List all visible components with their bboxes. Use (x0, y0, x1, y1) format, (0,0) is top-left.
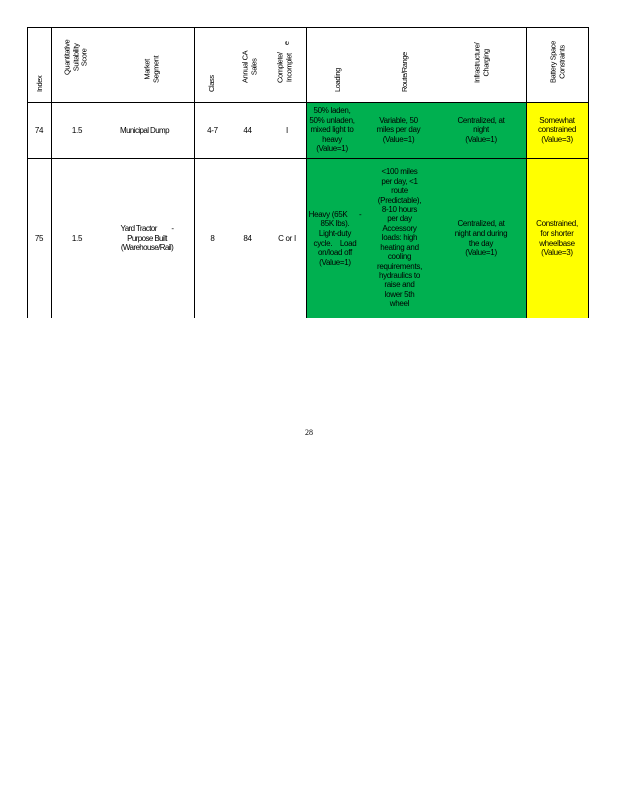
complete-cell: I (286, 125, 288, 135)
header-class (197, 28, 227, 102)
header-score (61, 28, 91, 102)
segment-cell: Municipal Dump (120, 125, 169, 135)
class-cell: 4-7 (207, 125, 218, 135)
header-label: Infrastructure/ Charging (472, 42, 490, 83)
page-number: 28 (305, 428, 313, 437)
header-label: Quantitative Suitability Score (62, 39, 89, 75)
infrastructure-text: Centralized, at night and during the day (Value=1) (454, 219, 508, 258)
header-label: Loading (332, 67, 342, 92)
header-battery (538, 28, 578, 102)
header-label: Index (34, 75, 44, 92)
column-divider (51, 27, 52, 318)
loading-text: 50% laden, 50% unladen, mixed light to heavy (Value=1) (309, 106, 355, 154)
header-sales (233, 28, 267, 102)
header-label: Market Segment (142, 55, 160, 83)
header-label: Annual CA Sales (240, 50, 258, 83)
class-cell: 8 (210, 233, 215, 243)
header-complete-extra: e (283, 41, 291, 45)
route-text: Variable, 50 miles per day (Value=1) (376, 115, 421, 144)
right-border (588, 27, 589, 318)
index-cell: 74 (34, 125, 44, 135)
header-loading (323, 28, 353, 102)
header-label: Class (206, 74, 216, 92)
complete-cell: C or I (278, 233, 296, 243)
route-text: <100 miles per day, <1 route (Predictable), 8-10 hours per day Accessory loads: high heating and cooling requirements, hydraulics to raise and lower 5th wheel (376, 167, 422, 309)
score-cell: 1.5 (71, 125, 83, 135)
header-infrastructure (467, 28, 497, 102)
header-label: Route/Range (399, 51, 409, 92)
sales-cell: 84 (243, 233, 252, 243)
header-label: Battery Space Constraints (548, 41, 566, 83)
loading-text: Heavy (65K - 85K lbs). Light-duty cycle. Load on/load off (Value=1) (308, 209, 362, 267)
sales-cell: 44 (243, 125, 252, 135)
header-complete (267, 28, 303, 102)
score-cell: 1.5 (71, 233, 83, 243)
data-table (27, 27, 589, 318)
header-route (390, 28, 420, 102)
battery-text: Constrained, for shorter wheelbase (Value=3) (536, 219, 578, 258)
top-border (27, 27, 589, 28)
header-index (28, 28, 51, 102)
segment-cell: Yard Tractor - Purpose Built (Warehouse/Rail) (120, 224, 174, 253)
battery-text: Somewhat constrained (Value=3) (537, 115, 577, 144)
header-segment (137, 28, 167, 102)
index-cell: 75 (34, 233, 44, 243)
infrastructure-text: Centralized, at night (Value=1) (457, 115, 505, 144)
header-label: Complete/ Incomplet (275, 52, 293, 83)
